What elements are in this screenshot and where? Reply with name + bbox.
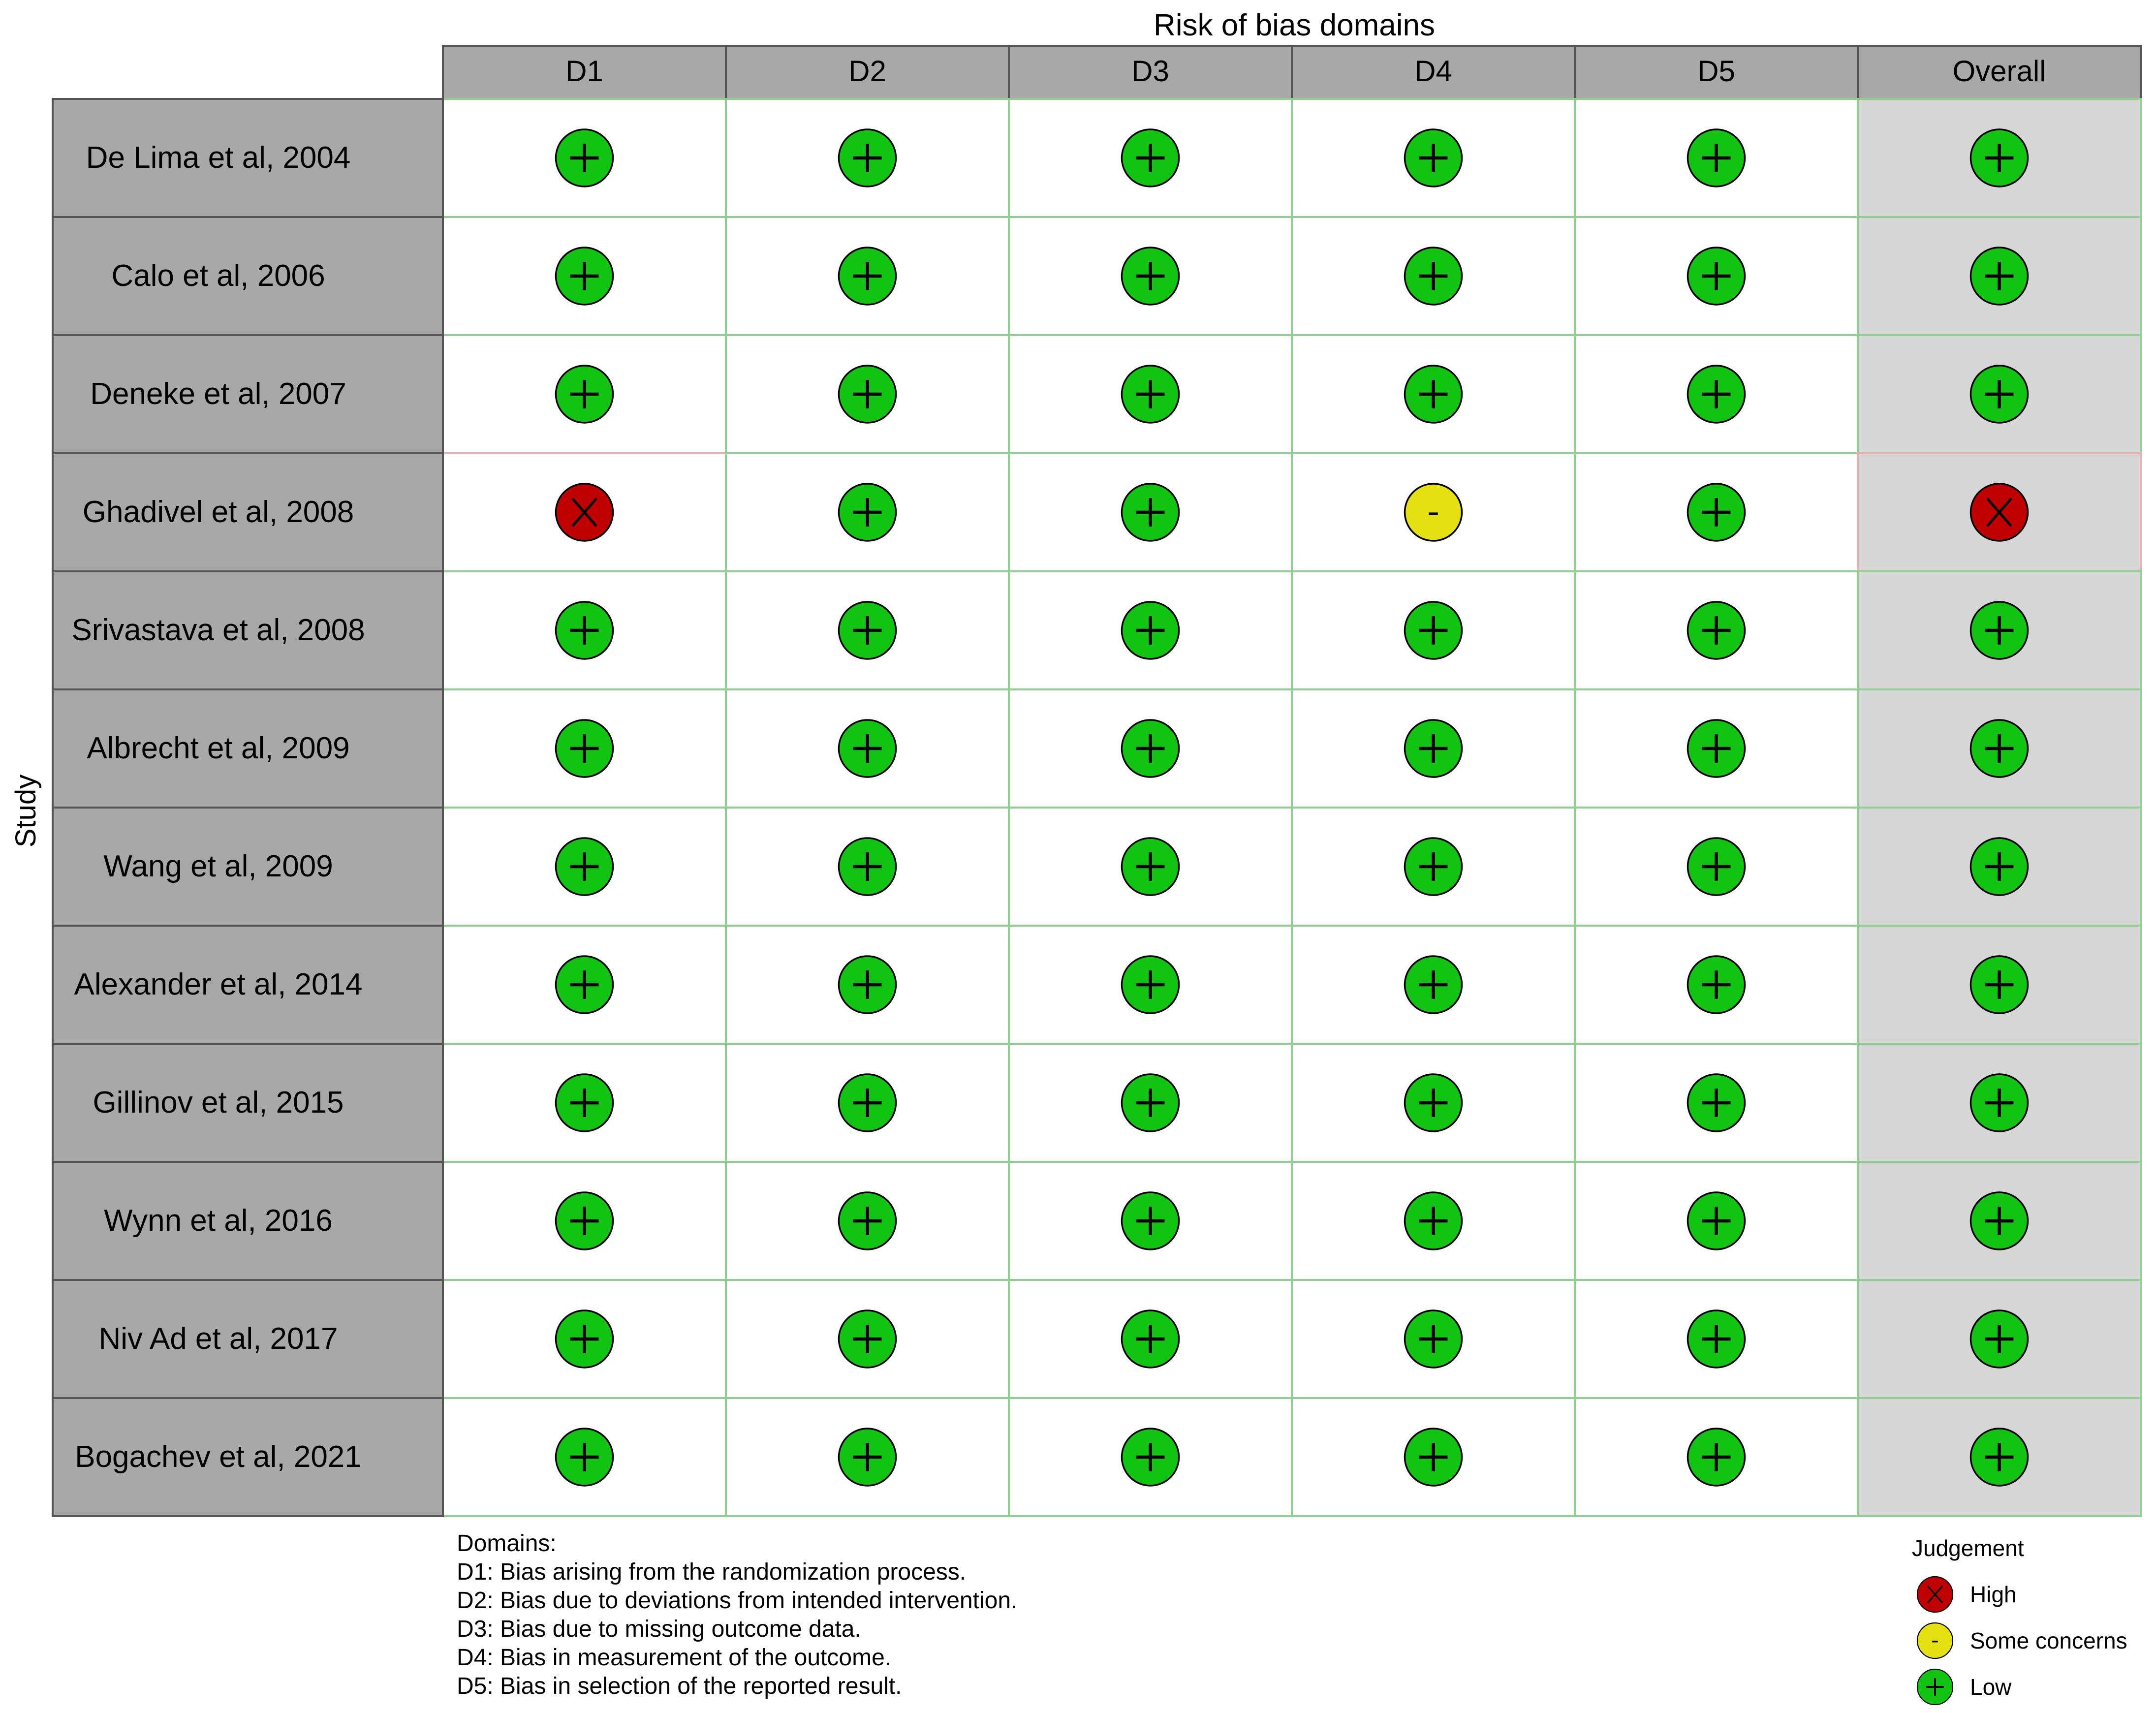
study-label: Wang et al, 2009: [103, 849, 333, 883]
judgement-mark: [1405, 956, 1462, 1013]
study-label: Ghadivel et al, 2008: [82, 495, 354, 529]
judgement-mark: [556, 720, 613, 777]
study-label: De Lima et al, 2004: [86, 141, 351, 175]
judgement-mark: [1971, 1429, 2028, 1486]
judgement-mark: [1688, 1310, 1745, 1368]
judgement-mark: [556, 1429, 613, 1486]
judgement-mark: [839, 956, 896, 1013]
study-label: Deneke et al, 2007: [90, 377, 346, 411]
judgement-mark: [556, 1310, 613, 1368]
judgement-mark: [1688, 129, 1745, 187]
judgement-mark: [556, 366, 613, 423]
domain-header-label: D1: [565, 55, 603, 88]
domains-note-line: D2: Bias due to deviations from intended intervention.: [457, 1588, 1018, 1614]
judgement-mark: [839, 1192, 896, 1249]
legend-mark: [1917, 1623, 1953, 1658]
judgement-circle: [1405, 484, 1462, 541]
domain-header-label: D5: [1697, 55, 1735, 88]
study-label: Srivastava et al, 2008: [71, 613, 365, 647]
judgement-mark: [1122, 720, 1179, 777]
judgement-mark: [1971, 248, 2028, 305]
domain-header-row: [443, 46, 2141, 99]
judgement-grid: [443, 99, 2141, 1516]
judgement-mark: [1122, 956, 1179, 1013]
domains-note-line: D3: Bias due to missing outcome data.: [457, 1616, 861, 1642]
judgement-mark: [1971, 602, 2028, 659]
judgement-mark: [839, 838, 896, 895]
judgement-mark: [556, 602, 613, 659]
judgement-mark: [1971, 956, 2028, 1013]
domain-header-label: D2: [848, 55, 886, 88]
judgement-mark: [556, 838, 613, 895]
y-axis-label: Study: [10, 774, 42, 848]
domains-note-heading: Domains:: [457, 1530, 557, 1557]
legend-mark: [1917, 1577, 1953, 1612]
study-label: Niv Ad et al, 2017: [98, 1322, 338, 1356]
judgement-mark: [1971, 1192, 2028, 1249]
judgement-mark: [839, 720, 896, 777]
study-label: Gillinov et al, 2015: [93, 1086, 344, 1120]
judgement-mark: [1122, 602, 1179, 659]
judgement-mark: [1688, 956, 1745, 1013]
judgement-mark: [1122, 1429, 1179, 1486]
judgement-mark: [1122, 484, 1179, 541]
judgement-mark: [1405, 838, 1462, 895]
legend-label: Low: [1970, 1674, 2012, 1700]
judgement-mark: [1688, 248, 1745, 305]
judgement-mark: [1971, 720, 2028, 777]
judgement-mark: [1971, 366, 2028, 423]
judgement-mark: [839, 248, 896, 305]
judgement-mark: [1405, 1192, 1462, 1249]
legend-title: Judgement: [1912, 1535, 2024, 1561]
judgement-mark: [839, 602, 896, 659]
judgement-mark: [1971, 838, 2028, 895]
judgement-mark: [1122, 366, 1179, 423]
judgement-mark: [1688, 720, 1745, 777]
judgement-mark: [556, 484, 613, 541]
judgement-mark: [839, 1310, 896, 1368]
study-label: Bogachev et al, 2021: [75, 1440, 362, 1474]
study-label: Wynn et al, 2016: [104, 1204, 333, 1238]
judgement-mark: [1405, 1310, 1462, 1368]
judgement-mark: [839, 484, 896, 541]
domains-note-line: D4: Bias in measurement of the outcome.: [457, 1645, 892, 1671]
judgement-mark: [839, 1074, 896, 1131]
judgement-mark: [1405, 1429, 1462, 1486]
study-label: Alexander et al, 2014: [74, 967, 363, 1001]
judgement-mark: [1971, 1074, 2028, 1131]
domains-note-line: D5: Bias in selection of the reported result.: [457, 1673, 902, 1699]
judgement-mark: [1688, 366, 1745, 423]
legend-mark: [1917, 1669, 1953, 1705]
domain-header-label: D4: [1414, 55, 1452, 88]
judgement-mark: [1688, 838, 1745, 895]
judgement-mark: [1688, 1074, 1745, 1131]
judgement-mark: [1405, 129, 1462, 187]
judgement-mark: [1405, 484, 1462, 541]
domain-header-label: Overall: [1952, 55, 2046, 88]
judgement-mark: [556, 956, 613, 1013]
judgement-mark: [1405, 602, 1462, 659]
judgement-mark: [1122, 1074, 1179, 1131]
study-label: Calo et al, 2006: [111, 259, 325, 293]
domains-note: [457, 1529, 1017, 1701]
judgement-circle: [1917, 1623, 1953, 1658]
domains-note-line: D1: Bias arising from the randomization process.: [457, 1559, 967, 1585]
legend: [1912, 1535, 2127, 1705]
judgement-mark: [556, 1074, 613, 1131]
judgement-mark: [839, 129, 896, 187]
legend-label: Some concerns: [1970, 1628, 2127, 1653]
judgement-mark: [556, 248, 613, 305]
judgement-mark: [556, 1192, 613, 1249]
domain-header-label: D3: [1131, 55, 1169, 88]
judgement-mark: [1122, 248, 1179, 305]
judgement-mark: [1688, 602, 1745, 659]
judgement-mark: [1122, 838, 1179, 895]
study-label-column: [53, 99, 443, 1516]
judgement-mark: [1405, 1074, 1462, 1131]
study-label: Albrecht et al, 2009: [87, 731, 350, 765]
judgement-mark: [1688, 1192, 1745, 1249]
judgement-mark: [1688, 1429, 1745, 1486]
judgement-mark: [839, 366, 896, 423]
judgement-mark: [1971, 484, 2028, 541]
judgement-mark: [839, 1429, 896, 1486]
judgement-mark: [556, 129, 613, 187]
chart-title: Risk of bias domains: [1153, 8, 1436, 42]
judgement-mark: [1122, 1192, 1179, 1249]
judgement-mark: [1405, 720, 1462, 777]
judgement-mark: [1122, 1310, 1179, 1368]
judgement-mark: [1122, 129, 1179, 187]
judgement-mark: [1405, 366, 1462, 423]
judgement-mark: [1971, 129, 2028, 187]
judgement-mark: [1971, 1310, 2028, 1368]
judgement-mark: [1405, 248, 1462, 305]
judgement-mark: [1688, 484, 1745, 541]
legend-label: High: [1970, 1582, 2017, 1607]
